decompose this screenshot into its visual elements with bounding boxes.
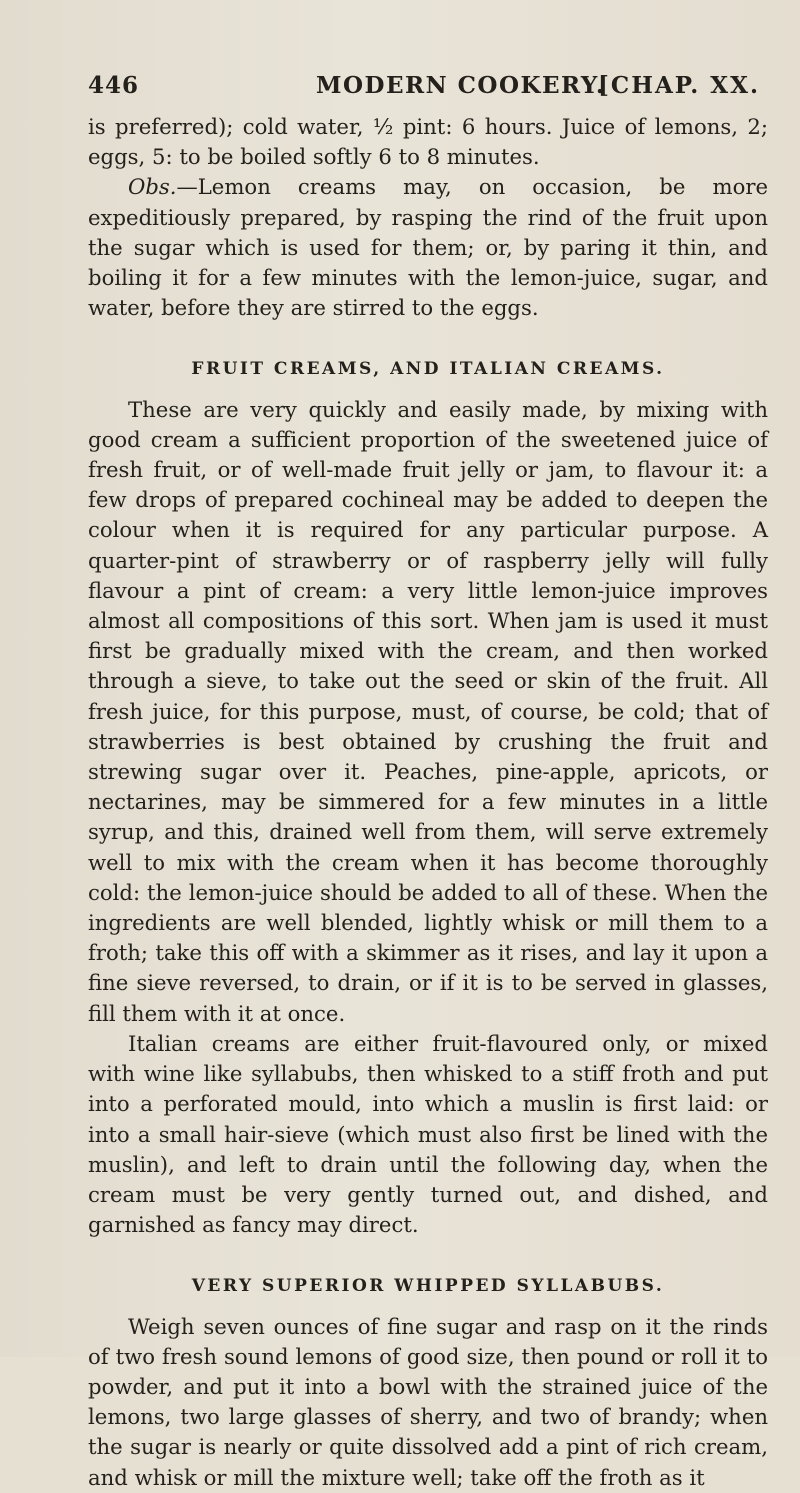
running-title: MODERN COOKERY. [316,72,606,99]
heading-fruit-creams: FRUIT CREAMS, AND ITALIAN CREAMS. [191,359,665,380]
running-head [88,72,760,106]
paragraph-fruit-creams: These are very quickly and easily made, by mixing with good cream a sufficient proportion of the sweetened juice of fresh fruit, or of well-made fruit jelly or jam, to flavour it: a few drops of prepared cochineal may be added to deepen the colour when it is required for any particular purpose. A quarter-pint of strawberry or of raspberry jelly will fully flavour a pint of cream: a very little lemon-juice improves almost all compositions of this sort. When jam is used it must first be gradually mixed with the cream, and then worked through a sieve, to take out the seed or skin of the fruit. All fresh juice, for this purpose, must, of course, be cold; that of strawberries is best obtained by crushing the fruit and strewing sugar over it. Peaches, pine-apple, apricots, or nectarines, may be simmered for a few minutes in a little syrup, and this, drained well from them, will serve extremely well to mix with the cream when it has become thoroughly cold: the lemon-juice should be added to all of these. When the ingredients are well blended, lightly whisk or mill them to a froth; take this off with a skimmer as it rises, and lay it upon a fine sieve reversed, to drain, or if it is to be served in glasses, fill them with it at once. [88,396,768,1026]
heading-whipped-syllabubs: VERY SUPERIOR WHIPPED SYLLABUBS. [191,1276,665,1297]
paragraph-syllabubs: Weigh seven ounces of fine sugar and rasp on it the rinds of two fresh sound lemons of good size, then pound or roll it to powder, and put it into a bowl with the strained juice of the lemons, two large glasses of sherry, and two of brandy; when the sugar is nearly or quite dissolved add a pint of rich cream, and whisk or mill the mixture well; take off the froth as it [88,1313,768,1490]
page-body [88,112,768,1493]
paragraph-observation [88,172,768,323]
paragraph-continuation: is preferred); cold water, ½ pint: 6 hours. Juice of lemons, 2; eggs, 5: to be boiled softly 6 to 8 minutes. [88,114,768,170]
obs-label: Obs. [128,174,177,200]
chapter-marker: [CHAP. XX. [598,72,760,99]
paragraph-italian-creams: Italian creams are either fruit-flavoured only, or mixed with wine like syllabubs, then whisked to a stiff froth and put into a perforated mould, into which a muslin is first laid: or into a small hair-sieve (which must also first be lined with the muslin), and left to drain until the following day, when the cream must be very gently turned out, and dished, and garnished as fancy may direct. [88,1030,768,1238]
obs-text: —Lemon creams may, on occasion, be more expeditiously prepared, by rasping the rind of the fruit upon the sugar which is used for them; or, by paring it thin, and boiling it for a few minutes with the lemon-juice, sugar, and water, before they are stirred to the eggs. [88,174,768,321]
page-number: 446 [88,72,140,99]
